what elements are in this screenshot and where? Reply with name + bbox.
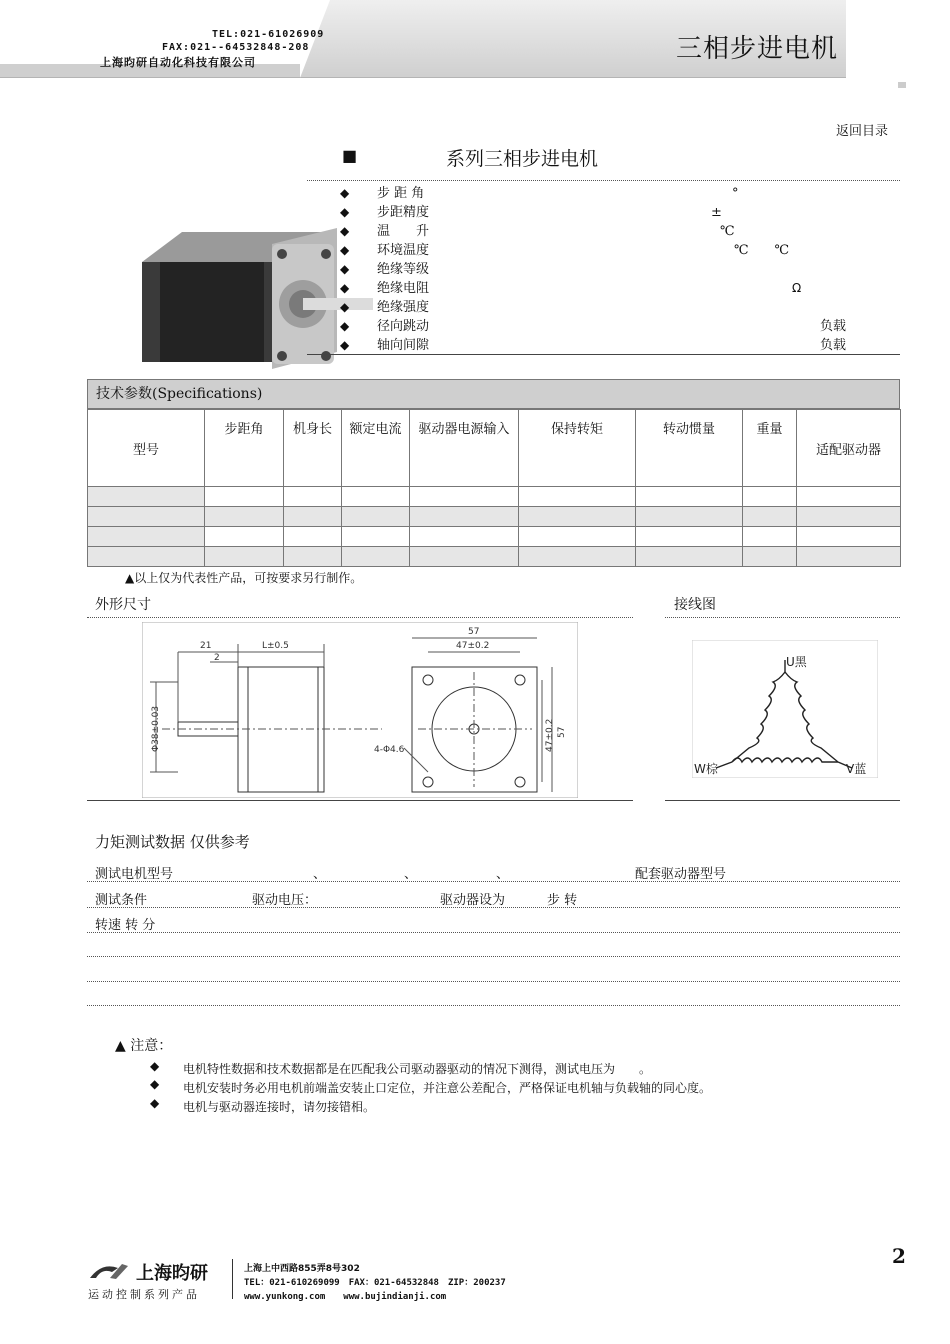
wire-v-label: V蓝 <box>846 762 867 776</box>
dimension-drawing <box>142 622 578 798</box>
table-row <box>88 547 901 567</box>
bullet: ◆ <box>340 338 350 352</box>
feature-row <box>340 298 900 317</box>
footer-contact: TEL：021-610269099 FAX：021-64532848 ZIP：200237 <box>244 1278 506 1288</box>
step-label: 步 转 <box>547 893 578 908</box>
bullet: ◆ <box>340 319 350 333</box>
th-driver-power: 驱动器电源输入 <box>410 410 519 487</box>
note-item: 电机特性数据和技术数据都是在匹配我公司驱动器驱动的情况下测得，测试电压为 。 <box>183 1062 652 1076</box>
divider <box>87 800 633 801</box>
bullet: ◆ <box>340 300 350 314</box>
feature-row <box>340 336 900 355</box>
table-header-row <box>88 410 901 487</box>
torque-title: 力矩测试数据 仅供参考 <box>95 833 250 851</box>
torque-driver-label: 配套驱动器型号 <box>635 867 727 882</box>
feature-row <box>340 279 900 298</box>
header-fax: FAX:021--64532848-208 <box>162 42 310 53</box>
table-note: ▲以上仅为代表性产品，可按要求另行制作。 <box>125 571 363 585</box>
feature-label: 绝缘电阻 <box>377 281 430 296</box>
divider <box>87 956 900 957</box>
th-model: 型号 <box>88 410 205 487</box>
feature-row <box>340 203 900 222</box>
footer-slogan: 运动控制系列产品 <box>88 1288 200 1301</box>
note-bullet: ◆ <box>150 1096 160 1110</box>
th-body-length: 机身长 <box>284 410 342 487</box>
footer-divider <box>232 1259 233 1299</box>
feature-label: 轴向间隙 <box>377 338 430 353</box>
note-item: 电机与驱动器连接时，请勿接错相。 <box>183 1100 376 1114</box>
dim-h47: 47±0.2 <box>545 718 555 752</box>
specs-title: 技术参数(Specifications) <box>96 386 263 402</box>
feature-label: 步距精度 <box>377 205 430 220</box>
feature-value: ° <box>732 186 739 201</box>
feature-value: ℃ <box>720 224 735 239</box>
th-rated-current: 额定电流 <box>342 410 410 487</box>
table-row <box>88 507 901 527</box>
specs-table <box>87 409 901 567</box>
divider <box>87 907 900 908</box>
header-tel: TEL:021-61026909 <box>212 29 325 40</box>
separator: 、 <box>404 867 418 882</box>
th-step-angle: 步距角 <box>205 410 284 487</box>
dim-holes: 4-Φ4.6 <box>374 745 405 755</box>
wire-u-label: U黑 <box>786 655 807 669</box>
th-driver: 适配驱动器 <box>797 410 901 487</box>
wire-w-label: W棕 <box>694 762 718 776</box>
feature-label: 温 升 <box>377 224 430 239</box>
dim-w47: 47±0.2 <box>456 641 490 651</box>
note-bullet: ◆ <box>150 1077 160 1091</box>
divider <box>665 617 900 618</box>
specs-title-bar <box>87 379 900 409</box>
bullet: ◆ <box>340 205 350 219</box>
page-number: 2 <box>892 1244 906 1268</box>
footer-address: 上海上中西路855弄8号302 <box>244 1264 360 1274</box>
feature-row <box>340 260 900 279</box>
dim-dia: Φ38±0.03 <box>151 705 161 752</box>
dim-21: 21 <box>200 641 212 651</box>
torque-motor-label: 测试电机型号 <box>95 867 174 882</box>
separator: 、 <box>496 867 510 882</box>
speed-label: 转速 转 分 <box>95 918 156 933</box>
divider <box>87 981 900 982</box>
feature-list <box>340 184 900 355</box>
series-marker: ■ <box>342 146 358 165</box>
footer-brand: 上海昀研 <box>136 1263 208 1284</box>
th-weight: 重量 <box>743 410 797 487</box>
divider <box>87 932 900 933</box>
test-condition-label: 测试条件 <box>95 893 148 908</box>
voltage-label: 驱动电压： <box>252 893 318 908</box>
bullet: ◆ <box>340 186 350 200</box>
dim-w57: 57 <box>468 627 480 637</box>
series-title: 系列三相步进电机 <box>446 148 599 170</box>
page-title: 三相步进电机 <box>675 34 838 64</box>
note-bullet: ◆ <box>150 1059 160 1073</box>
bullet: ◆ <box>340 281 350 295</box>
feature-row <box>340 241 900 260</box>
separator: 、 <box>313 867 327 882</box>
feature-value: 负载 <box>820 338 847 353</box>
stepper-motor-image <box>122 212 377 372</box>
th-holding-torque: 保持转矩 <box>519 410 636 487</box>
driver-set-label: 驱动器设为 <box>440 893 506 908</box>
divider <box>665 800 900 801</box>
dim-2: 2 <box>214 653 220 663</box>
divider <box>87 1005 900 1006</box>
divider <box>87 617 633 618</box>
note-item: 电机安装时务必用电机前端盖安装止口定位，并注意公差配合，严格保证电机轴与负载轴的同心度。 <box>183 1081 712 1095</box>
dim-h57: 57 <box>557 726 567 738</box>
feature-label: 环境温度 <box>377 243 430 258</box>
header-company: 上海昀研自动化科技有限公司 <box>100 56 256 69</box>
feature-value: ℃ ℃ <box>734 243 790 258</box>
back-to-index-link[interactable]: 返回目录 <box>836 124 889 139</box>
th-inertia: 转动惯量 <box>636 410 743 487</box>
bullet: ◆ <box>340 224 350 238</box>
divider <box>307 180 900 181</box>
feature-row <box>340 222 900 241</box>
table-row <box>88 527 901 547</box>
feature-value: ± <box>711 205 722 220</box>
feature-label: 径向跳动 <box>377 319 430 334</box>
company-logo-icon <box>88 1262 132 1280</box>
bullet: ◆ <box>340 243 350 257</box>
feature-label: 步 距 角 <box>377 186 425 201</box>
wiring-title: 接线图 <box>674 597 716 613</box>
bullet: ◆ <box>340 262 350 276</box>
wiring-diagram <box>692 640 878 778</box>
feature-row <box>340 184 900 203</box>
footer-web: www.yunkong.com www.bujindianji.com <box>244 1292 447 1302</box>
divider <box>307 354 900 355</box>
notes-title: ▲ 注意： <box>115 1038 173 1054</box>
corner-mark <box>898 82 906 88</box>
table-row <box>88 487 901 507</box>
feature-label: 绝缘等级 <box>377 262 430 277</box>
feature-value: 负载 <box>820 319 847 334</box>
divider <box>87 881 900 882</box>
feature-row <box>340 317 900 336</box>
feature-label: 绝缘强度 <box>377 300 430 315</box>
dimensions-title: 外形尺寸 <box>95 597 151 613</box>
dim-L: L±0.5 <box>262 641 289 651</box>
feature-value: Ω <box>792 281 802 295</box>
